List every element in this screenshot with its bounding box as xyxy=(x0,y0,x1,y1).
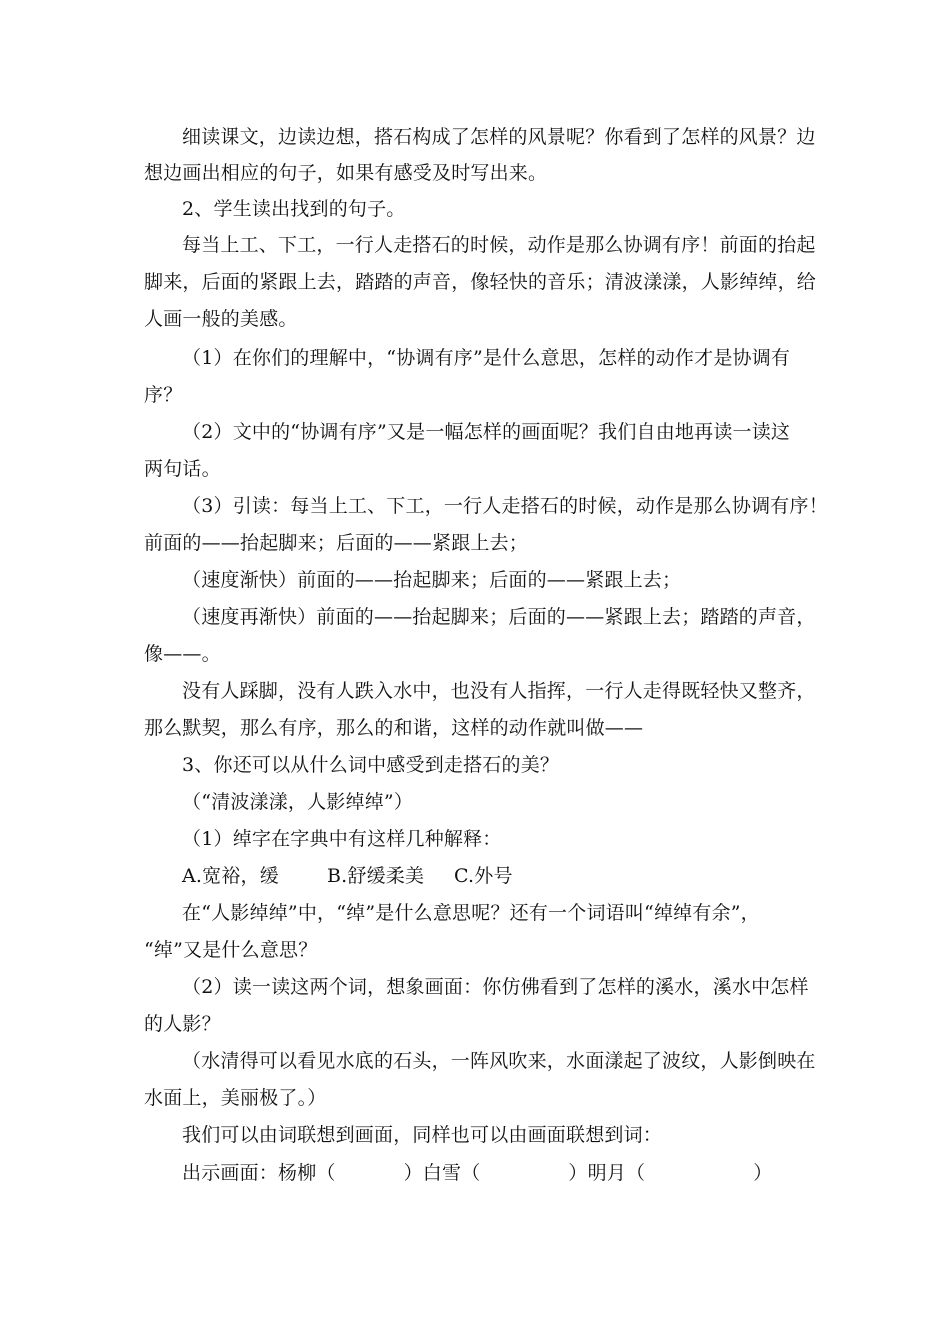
text-line: 的人影？ xyxy=(144,1013,221,1035)
text-line: （2）读一读这两个词，想象画面：你仿佛看到了怎样的溪水，溪水中怎样 xyxy=(182,976,809,998)
fill-mid-1: ）白雪（ xyxy=(403,1162,481,1184)
option-c: C.外号 xyxy=(454,865,513,887)
fill-prefix: 出示画面：杨柳（ xyxy=(182,1162,336,1184)
option-a: A.宽裕，缓 xyxy=(182,865,279,887)
text-line: 我们可以由词联想到画面，同样也可以由画面联想到词： xyxy=(182,1124,663,1146)
text-line: 想边画出相应的句子，如果有感受及时写出来。 xyxy=(144,162,548,184)
text-line: 水面上，美丽极了。） xyxy=(144,1087,327,1109)
text-line: （水清得可以看见水底的石头，一阵风吹来，水面漾起了波纹，人影倒映在 xyxy=(182,1050,816,1072)
fill-in-blank-line xyxy=(182,1160,772,1186)
text-line: 2、学生读出找到的句子。 xyxy=(182,198,406,220)
text-line: 序？ xyxy=(144,384,183,406)
text-line: （速度再渐快）前面的——抬起脚来；后面的——紧跟上去；踏踏的声音， xyxy=(182,606,816,628)
text-line: （3）引读：每当上工、下工，一行人走搭石的时候，动作是那么协调有序！ xyxy=(182,495,828,517)
text-line: 细读课文，边读边想，搭石构成了怎样的风景呢？你看到了怎样的风景？边 xyxy=(182,126,816,148)
fill-end: ） xyxy=(753,1162,773,1184)
text-line: 3、你还可以从什么词中感受到走搭石的美？ xyxy=(182,754,560,776)
text-line: 没有人踩脚，没有人跌入水中，也没有人指挥，一行人走得既轻快又整齐， xyxy=(182,680,816,702)
option-b: B.舒缓柔美 xyxy=(327,865,425,887)
text-line: 两句话。 xyxy=(144,458,221,480)
text-line: （1）绰字在字典中有这样几种解释： xyxy=(182,828,502,850)
text-line: 人画一般的美感。 xyxy=(144,308,298,330)
text-line: （2）文中的“协调有序”又是一幅怎样的画面呢？我们自由地再读一读这 xyxy=(182,421,791,443)
fill-mid-2: ）明月（ xyxy=(568,1162,646,1184)
text-line: （速度渐快）前面的——抬起脚来；后面的——紧跟上去； xyxy=(182,569,682,591)
text-line: 前面的——抬起脚来；后面的——紧跟上去； xyxy=(144,532,529,554)
text-line: （1）在你们的理解中，“协调有序”是什么意思，怎样的动作才是协调有 xyxy=(182,347,791,369)
text-line: “绰”又是什么意思？ xyxy=(144,939,318,961)
text-line: （“清波漾漾，人影绰绰”） xyxy=(182,791,414,813)
definition-options xyxy=(182,863,513,889)
text-line: 脚来，后面的紧跟上去，踏踏的声音，像轻快的音乐；清波漾漾，人影绰绰，给 xyxy=(144,271,817,293)
text-line: 每当上工、下工，一行人走搭石的时候，动作是那么协调有序！前面的抬起 xyxy=(182,234,816,256)
text-line: 在“人影绰绰”中，“绰”是什么意思呢？还有一个词语叫“绰绰有余”， xyxy=(182,902,760,924)
text-line: 像——。 xyxy=(144,643,221,665)
text-line: 那么默契，那么有序，那么的和谐，这样的动作就叫做—— xyxy=(144,717,644,739)
